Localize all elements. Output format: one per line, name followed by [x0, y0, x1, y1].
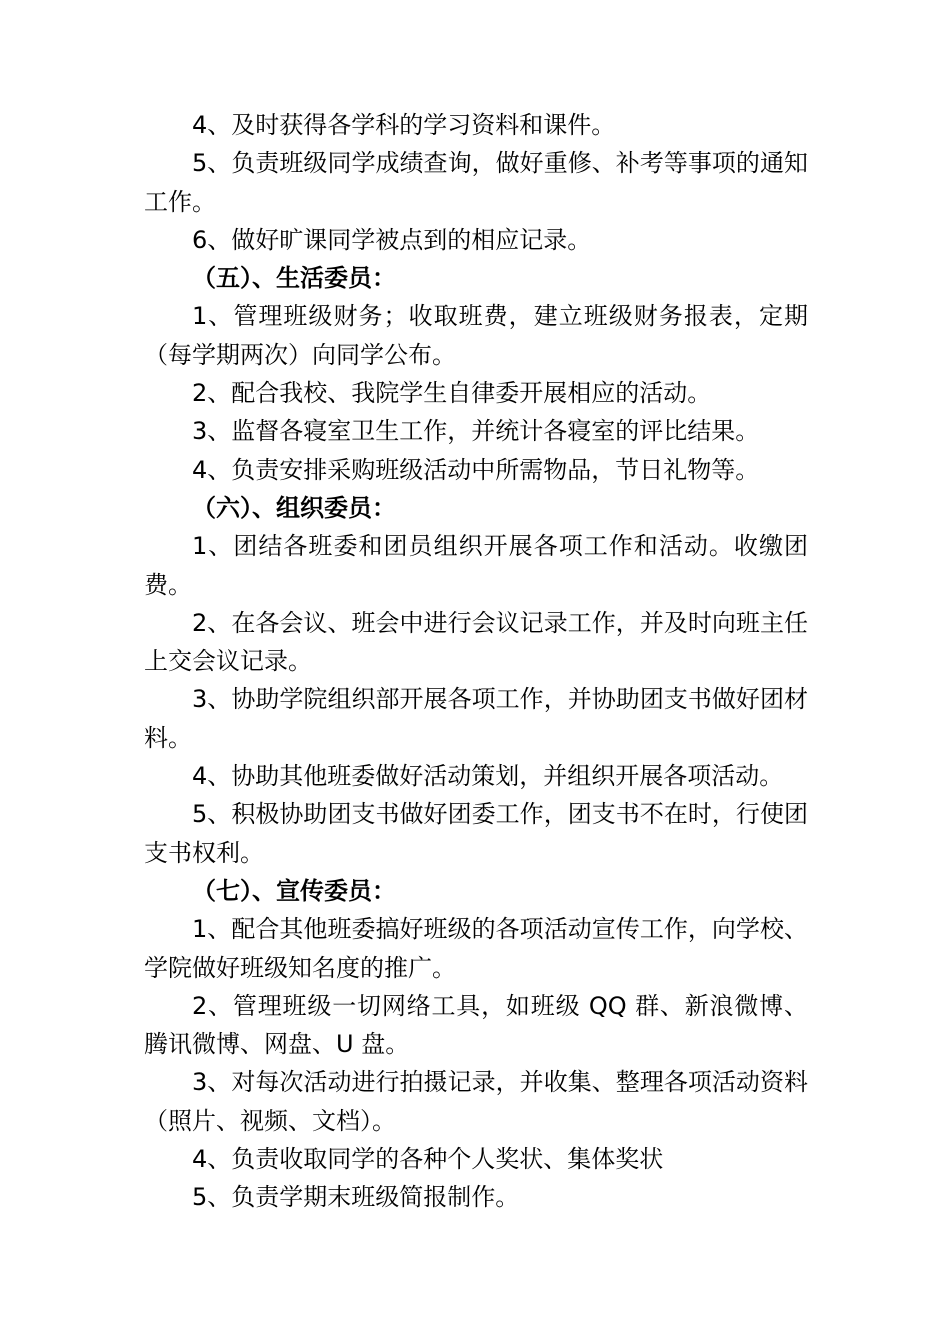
paragraph: 5、积极协助团支书做好团委工作，团支书不在时，行使团支书权利。: [144, 800, 808, 867]
section-heading: （七）、宣传委员：: [192, 876, 396, 905]
paragraph: 1、团结各班委和团员组织开展各项工作和活动。收缴团费。: [144, 532, 808, 599]
paragraph: 4、及时获得各学科的学习资料和课件。: [192, 111, 616, 139]
paragraph: 1、管理班级财务；收取班费，建立班级财务报表，定期（每学期两次）向同学公布。: [144, 302, 808, 369]
section-heading: （五）、生活委员：: [192, 264, 396, 293]
paragraph: 3、对每次活动进行拍摄记录，并收集、整理各项活动资料（照片、视频、文档）。: [144, 1068, 808, 1135]
paragraph: 6、做好旷课同学被点到的相应记录。: [192, 225, 592, 254]
document-body: [144, 106, 808, 1217]
paragraph: 2、管理班级一切网络工具，如班级 QQ 群、新浪微博、腾讯微博、网盘、U 盘。: [144, 991, 808, 1059]
paragraph: 4、协助其他班委做好活动策划，并组织开展各项活动。: [192, 762, 784, 791]
paragraph: 4、负责安排采购班级活动中所需物品，节日礼物等。: [192, 455, 760, 484]
paragraph: 1、配合其他班委搞好班级的各项活动宣传工作，向学校、学院做好班级知名度的推广。: [144, 915, 808, 982]
paragraph: 2、在各会议、班会中进行会议记录工作，并及时向班主任上交会议记录。: [144, 608, 808, 676]
paragraph: 2、配合我校、我院学生自律委开展相应的活动。: [192, 379, 712, 408]
paragraph: 3、协助学院组织部开展各项工作，并协助团支书做好团材料。: [144, 685, 808, 752]
paragraph: 3、监督各寝室卫生工作，并统计各寝室的评比结果。: [192, 417, 760, 446]
paragraph: 5、负责班级同学成绩查询，做好重修、补考等事项的通知工作。: [144, 149, 808, 216]
section-heading: （六）、组织委员：: [192, 493, 396, 522]
paragraph: 5、负责学期末班级简报制作。: [192, 1183, 520, 1212]
paragraph: 4、负责收取同学的各种个人奖状、集体奖状: [192, 1145, 664, 1174]
